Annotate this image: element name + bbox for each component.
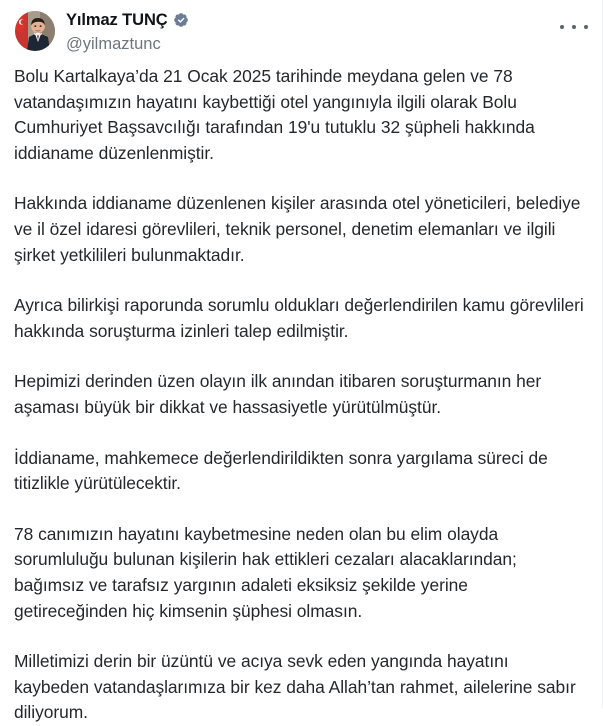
author-name-row — [66, 12, 189, 29]
post-header — [0, 0, 602, 58]
post-paragraph: 78 canımızın hayatını kaybetmesine neden olan bu elim olayda sorumluluğu bulunan kişilerin hak ettikleri cezaları alacaklarından; bağımsız ve tarafsız yargının adaleti eksiksiz şekilde yerine getireceğinden hiç kimsenin şüphesi olmasın. — [14, 523, 517, 621]
author-display-name[interactable]: Yılmaz TUNÇ — [66, 11, 168, 29]
author-handle[interactable]: @yilmaztunc — [66, 34, 161, 53]
post-paragraph: Ayrıca bilirkişi raporunda sorumlu oldukları değerlendirilen kamu görevlileri hakkında soruşturma izinleri talep edilmiştir. — [14, 295, 584, 341]
dot-1 — [560, 25, 564, 29]
more-options-icon[interactable] — [560, 17, 588, 37]
dot-3 — [584, 25, 588, 29]
post-paragraph: Hakkında iddianame düzenlenen kişiler arasında otel yöneticileri, belediye ve il özel idaresi görevlileri, teknik personel, denetim elemanları ve ilgili şirket yetkilileri bulunmaktadır. — [14, 193, 581, 265]
author-identity — [66, 11, 189, 52]
post-paragraph: Milletimizi derin bir üzüntü ve acıya sevk eden yangında hayatını kaybeden vatandaşlarımıza bir kez daha Allah’tan rahmet, ailelerine sabır diliyorum. — [14, 651, 576, 723]
dot-2 — [572, 25, 576, 29]
post-body — [0, 58, 602, 726]
verified-badge-icon — [173, 12, 189, 28]
profile-photo-icon — [15, 11, 55, 51]
post-paragraph: Hepimizi derinden üzen olayın ilk anından itibaren soruşturmanın her aşaması büyük bir dikkat ve hassasiyetle yürütülmüştür. — [14, 371, 542, 417]
post-paragraph: Bolu Kartalkaya’da 21 Ocak 2025 tarihinde meydana gelen ve 78 vatandaşımızın hayatını kaybettiği otel yangınıyla ilgili olarak Bolu Cumhuriyet Başsavcılığı tarafından 19'u tutuklu 32 şüpheli hakkında iddianame düzenlenmiştir. — [14, 66, 535, 163]
post-paragraph: İddianame, mahkemece değerlendirildikten sonra yargılama süreci de titizlikle yürütülecektir. — [14, 447, 548, 494]
avatar[interactable] — [15, 11, 55, 51]
